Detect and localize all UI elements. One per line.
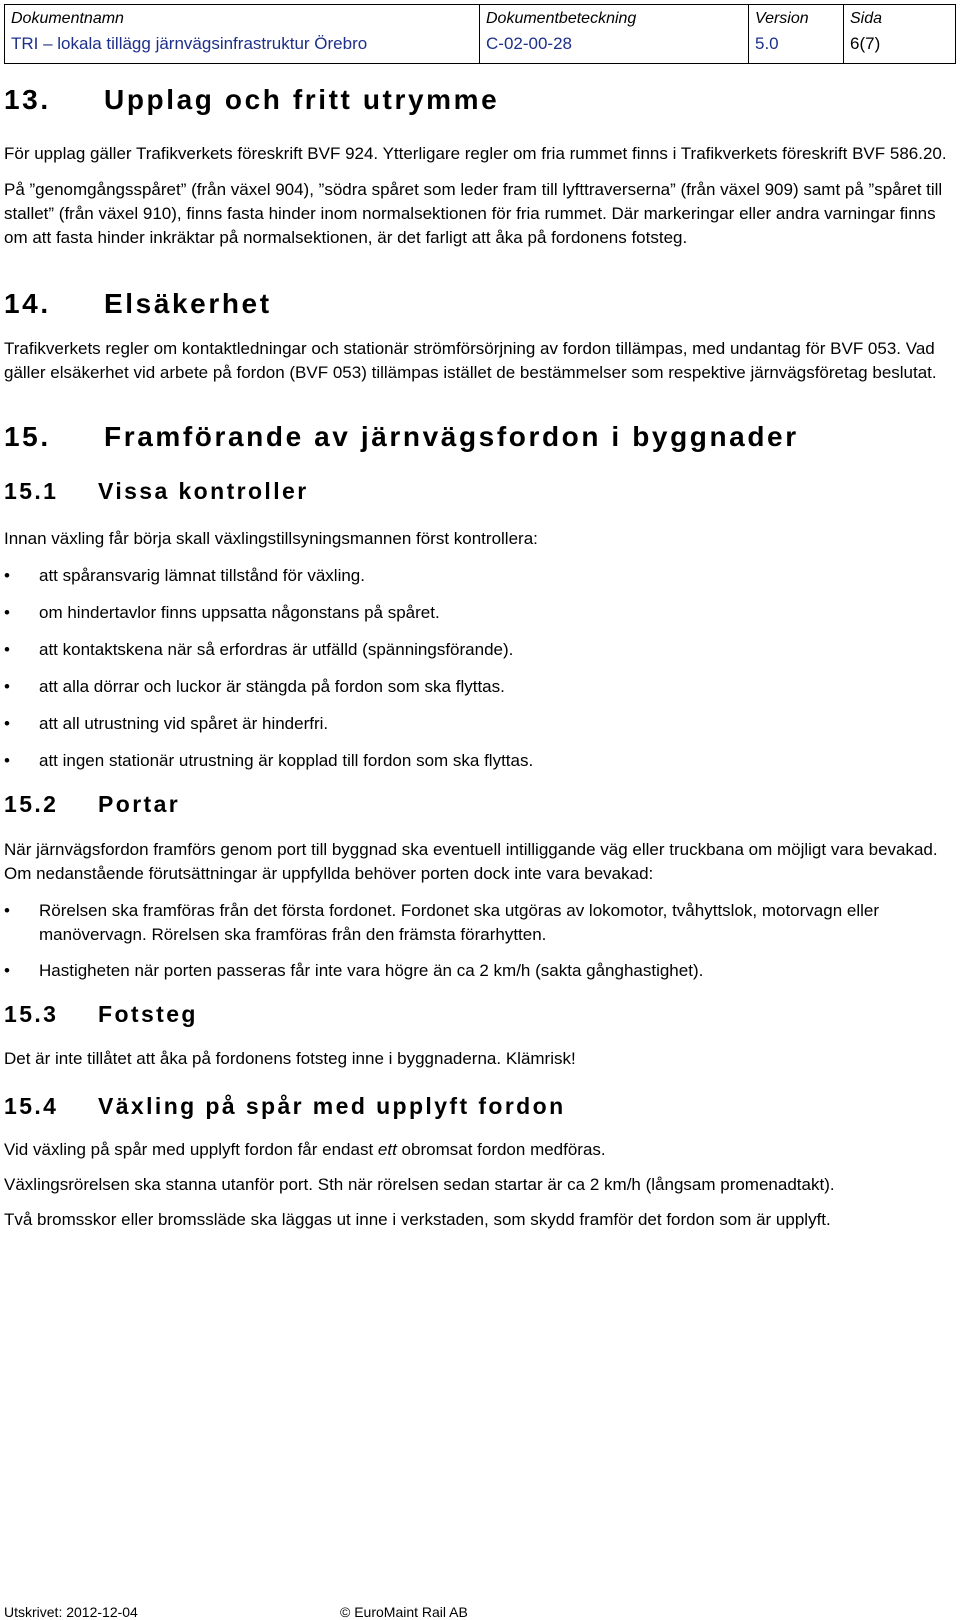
section-15-4-paragraph-1: Vid växling på spår med upplyft fordon får endast ett obromsat fordon medföras. (4, 1140, 606, 1159)
version: 5.0 (755, 34, 779, 53)
section-15-2-intro: När järnvägsfordon framförs genom port till byggnad ska eventuell intilliggande väg eller truckbana om möjligt vara bevakad. Om nedanstående förutsättningar är uppfyllda behöver porten dock inte vara bevakad: (4, 840, 938, 883)
list-item: • att spåransvarig lämnat tillstånd för växling. (4, 564, 954, 588)
copyright: © EuroMaint Rail AB (340, 1604, 468, 1620)
section-15-2-heading: 15.2 Portar (4, 791, 181, 817)
page-number: 6(7) (850, 34, 881, 53)
list-item: • om hindertavlor finns uppsatta någonstans på spåret. (4, 601, 954, 625)
section-15-3-heading: 15.3 Fotsteg (4, 1001, 198, 1027)
section-13-paragraph-1: För upplag gäller Trafikverkets föreskrift BVF 924. Ytterligare regler om fria rummet finns i Trafikverkets föreskrift BVF 586.20. (4, 144, 947, 163)
document-header (4, 4, 956, 64)
section-14-heading: 14. Elsäkerhet (4, 288, 272, 319)
list-item: • Hastigheten när porten passeras får inte vara högre än ca 2 km/h (sakta gånghastighet). (4, 959, 954, 983)
doc-name-label: Dokumentnamn (11, 10, 124, 27)
bullet-icon: • (4, 677, 10, 696)
list-item: • att ingen stationär utrustning är kopplad till fordon som ska flyttas. (4, 749, 954, 773)
version-cell (749, 5, 844, 64)
section-14-paragraph-1: Trafikverkets regler om kontaktledningar och stationär strömförsörjning av fordon tillämpas, med undantag för BVF 053. Vad gäller elsäkerhet vid arbete på fordon (BVF 053) tillämpas istället de bestämmelser som respektive järnvägsföretag beslutat. (4, 339, 937, 382)
page-label: Sida (850, 10, 883, 27)
page-cell (844, 5, 956, 64)
doc-id: C-02-00-28 (486, 34, 572, 53)
bullet-icon: • (4, 566, 10, 585)
section-15-4-paragraph-2: Växlingsrörelsen ska stanna utanför port. Sth när rörelsen sedan startar är ca 2 km/h (långsam promenadtakt). (4, 1175, 835, 1194)
document-body (4, 80, 954, 1232)
list-item: • att all utrustning vid spåret är hinderfri. (4, 712, 954, 736)
bullet-icon: • (4, 961, 10, 980)
section-13-heading: 13. Upplag och fritt utrymme (4, 84, 500, 115)
doc-id-cell (480, 5, 749, 64)
section-15-1-intro: Innan växling får börja skall växlingstillsyningsmannen först kontrollera: (4, 529, 538, 548)
printed-date: Utskrivet: 2012-12-04 (4, 1604, 138, 1620)
checklist (4, 564, 954, 773)
doc-id-label: Dokumentbeteckning (486, 10, 637, 27)
section-15-1-heading: 15.1 Vissa kontroller (4, 478, 309, 504)
list-item: • Rörelsen ska framföras från det första fordonet. Fordonet ska utgöras av lokomotor, tvåhyttslok, motorvagn eller manövervagn. Rörelsen ska framföras från den främsta förarhytten. (4, 901, 880, 944)
version-label: Version (755, 10, 809, 27)
section-15-4-paragraph-3: Två bromsskor eller bromssläde ska läggas ut inne i verkstaden, som skydd framför det fordon som är upplyft. (4, 1210, 831, 1229)
condition-list (4, 899, 954, 983)
doc-name: TRI – lokala tillägg järnvägsinfrastruktur Örebro (11, 34, 368, 53)
bullet-icon: • (4, 714, 10, 733)
list-item: • att kontaktskena när så erfordras är utfälld (spänningsförande). (4, 638, 954, 662)
bullet-icon: • (4, 603, 10, 622)
list-item: • att alla dörrar och luckor är stängda på fordon som ska flyttas. (4, 675, 954, 699)
section-15-3-paragraph: Det är inte tillåtet att åka på fordonens fotsteg inne i byggnaderna. Klämrisk! (4, 1049, 576, 1068)
section-15-heading: 15. Framförande av järnvägsfordon i byggnader (4, 421, 799, 452)
section-13-paragraph-2: På ”genomgångsspåret” (från växel 904), ”södra spåret som leder fram till lyfttraverserna” (från växel 909) samt på ”spåret till stallet” (från växel 910), finns fasta hinder inom normalsektionen för fria rummet. Där markeringar eller andra varningar finns om att fasta hinder inkräktar på normalsektionen, är det farligt att åka på fordonens fotsteg. (4, 180, 943, 247)
doc-name-cell (5, 5, 480, 64)
bullet-icon: • (4, 751, 10, 770)
bullet-icon: • (4, 640, 10, 659)
bullet-icon: • (4, 901, 10, 920)
section-15-4-heading: 15.4 Växling på spår med upplyft fordon (4, 1093, 566, 1119)
